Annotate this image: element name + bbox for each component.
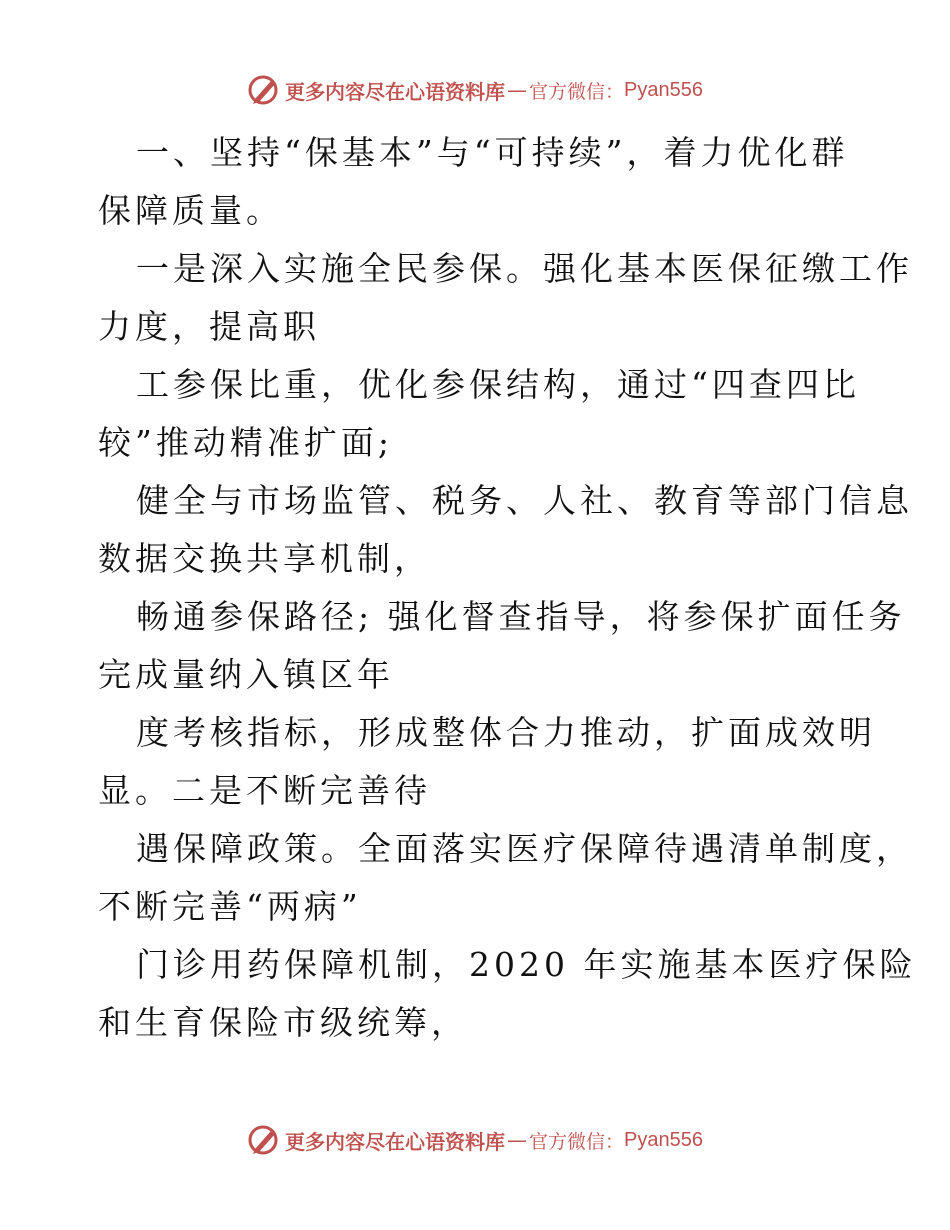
banner-text: 更多内容尽在心语资料库 <box>285 79 505 104</box>
banner-wechat-id: Pyan556 <box>624 1128 703 1151</box>
header-banner <box>0 70 950 110</box>
text-line: 一、坚持“保基本”与“可持续”，着力优化群 <box>136 133 849 172</box>
text-line: 保障质量。 <box>98 191 283 230</box>
pen-logo-icon <box>247 1123 281 1157</box>
text-line: 和生育保险市级统筹， <box>98 1003 468 1042</box>
text-line: 力度，提高职 <box>98 307 320 346</box>
text-line: 门诊用药保障机制，2020 年实施基本医疗保险 <box>136 945 917 984</box>
banner-wechat-id: Pyan556 <box>624 78 703 101</box>
text-line: 显。二是不断完善待 <box>98 771 431 810</box>
footer-banner <box>0 1120 950 1160</box>
text-line: 数据交换共享机制， <box>98 539 431 578</box>
banner-official-label: 官方微信： <box>529 80 625 103</box>
banner-official-label: 官方微信： <box>529 1130 625 1153</box>
text-line: 较”推动精准扩面; <box>98 423 393 462</box>
banner-dash: — <box>507 78 527 102</box>
text-line: 工参保比重，优化参保结构，通过“四查四比 <box>136 365 860 404</box>
text-line: 不断完善“两病” <box>98 887 362 926</box>
text-line: 度考核指标，形成整体合力推动，扩面成效明 <box>136 713 876 752</box>
text-line: 畅通参保路径; 强化督查指导，将参保扩面任务 <box>136 597 906 636</box>
pen-logo-icon <box>247 73 281 107</box>
banner-dash: — <box>507 1128 527 1152</box>
text-line: 健全与市场监管、税务、人社、教育等部门信息 <box>136 481 913 520</box>
banner-text: 更多内容尽在心语资料库 <box>285 1129 505 1154</box>
text-line: 完成量纳入镇区年 <box>98 655 394 694</box>
text-line: 一是深入实施全民参保。强化基本医保征缴工作 <box>136 249 913 288</box>
text-line: 遇保障政策。全面落实医疗保障待遇清单制度， <box>136 829 913 868</box>
document-body <box>98 124 917 1052</box>
